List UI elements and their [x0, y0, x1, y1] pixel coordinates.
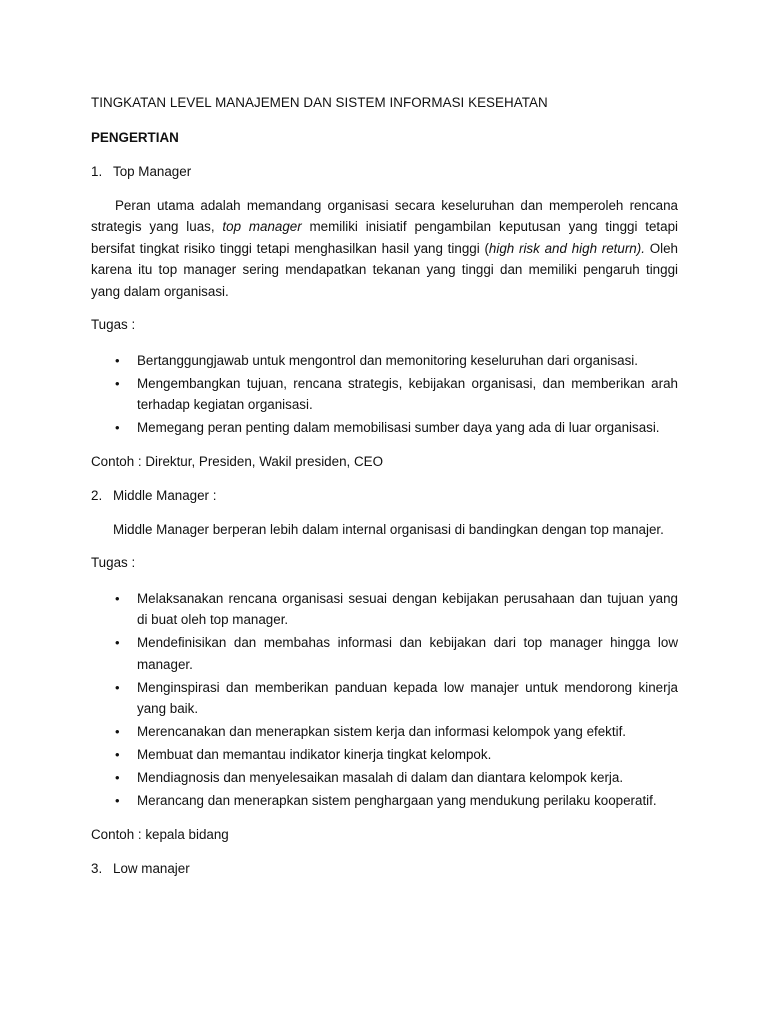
list-item	[91, 350, 678, 372]
list-item-text: Melaksanakan rencana organisasi sesuai dengan kebijakan perusahaan dan tujuan yang di buat oleh top manager.	[137, 590, 678, 627]
section-2-paragraph: Middle Manager berperan lebih dalam internal organisasi di bandingkan dengan top manajer.	[113, 521, 664, 537]
section-title-text: Top Manager	[113, 164, 192, 179]
section-1-tasks-label: Tugas :	[91, 317, 136, 332]
section-number: 1.	[91, 164, 103, 179]
section-1-title	[91, 161, 678, 183]
section-title-text: Middle Manager :	[113, 488, 217, 503]
bullet-icon: •	[115, 747, 120, 762]
bullet-icon: •	[115, 635, 120, 650]
paragraph-text: Peran utama adalah memandang organisasi secara keseluruhan dan memperoleh rencana strategis yang luas,	[91, 197, 678, 234]
list-item	[91, 721, 678, 743]
list-item	[91, 588, 678, 631]
bullet-icon: •	[115, 724, 120, 739]
section-2-tasks-label: Tugas :	[91, 555, 136, 570]
list-item	[91, 632, 678, 675]
list-item	[91, 417, 678, 439]
section-heading-pengertian: PENGERTIAN	[91, 129, 179, 145]
bullet-icon: •	[115, 770, 120, 785]
list-item-text: Menginspirasi dan memberikan panduan kepada low manajer untuk mendorong kinerja yang baik.	[137, 679, 678, 716]
italic-term: top manager	[222, 219, 302, 234]
section-1-task-list	[91, 350, 678, 439]
section-3-title	[91, 858, 678, 880]
section-2-task-list	[91, 588, 678, 812]
paragraph-text: Oleh karena itu top manager sering mendapatkan tekanan yang tinggi dan memiliki pengaruh tinggi yang dalam organisasi.	[91, 240, 678, 299]
list-item-text: Mendefinisikan dan membahas informasi dan kebijakan dari top manager hingga low manager.	[137, 635, 678, 672]
section-1-example: Contoh : Direktur, Presiden, Wakil presiden, CEO	[91, 453, 383, 469]
bullet-icon: •	[115, 352, 120, 368]
list-item	[91, 767, 678, 789]
bullet-icon: •	[115, 420, 120, 435]
bullet-icon: •	[115, 375, 120, 391]
document-title: TINGKATAN LEVEL MANAJEMEN DAN SISTEM INFORMASI KESEHATAN	[91, 95, 548, 110]
list-item-text: Memegang peran penting dalam memobilisasi sumber daya yang ada di luar organisasi.	[137, 420, 660, 435]
section-1-paragraph	[91, 195, 678, 303]
list-item	[91, 373, 678, 416]
list-item-text: Membuat dan memantau indikator kinerja tingkat kelompok.	[137, 747, 492, 762]
section-number: 3.	[91, 861, 103, 876]
section-2-example: Contoh : kepala bidang	[91, 826, 229, 842]
list-item	[91, 790, 678, 812]
bullet-icon: •	[115, 590, 120, 606]
list-item	[91, 677, 678, 720]
list-item-text: Merencanakan dan menerapkan sistem kerja dan informasi kelompok yang efektif.	[137, 724, 627, 739]
document-body	[91, 92, 678, 880]
list-item	[91, 744, 678, 766]
paragraph-text: memiliki inisiatif pengambilan keputusan yang tinggi tetapi bersifat tingkat risiko tinggi tetapi menghasilkan hasil yang tinggi (	[91, 219, 679, 256]
list-item-text: Merancang dan menerapkan sistem penghargaan yang mendukung perilaku kooperatif.	[137, 793, 657, 808]
bullet-icon: •	[115, 679, 120, 695]
section-2-title	[91, 485, 678, 507]
section-number: 2.	[91, 488, 103, 503]
list-item-text: Mendiagnosis dan menyelesaikan masalah di dalam dan diantara kelompok kerja.	[137, 770, 624, 785]
list-item-text: Mengembangkan tujuan, rencana strategis, kebijakan organisasi, dan memberikan arah terhadap kegiatan organisasi.	[137, 375, 678, 412]
italic-term: high risk and high return).	[488, 240, 645, 256]
list-item-text: Bertanggungjawab untuk mengontrol dan memonitoring keseluruhan dari organisasi.	[137, 352, 638, 368]
bullet-icon: •	[115, 793, 120, 808]
section-title-text: Low manajer	[113, 861, 190, 876]
